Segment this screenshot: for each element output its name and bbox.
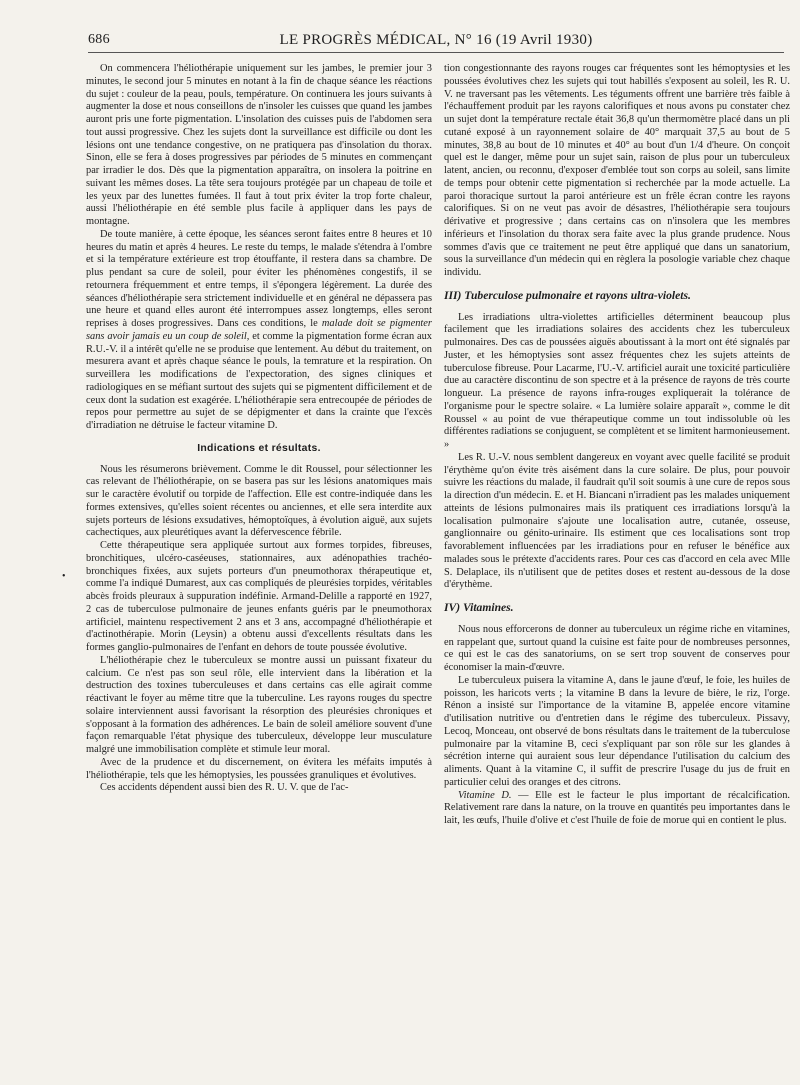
paragraph: Ces accidents dépendent aussi bien des R. U. V. que de l'ac- [100,782,349,794]
left-column [86,63,432,795]
paragraph: Nous nous efforcerons de donner au tuberculeux un régime riche en vitamines, en rappelant que, surtout quand la cuisine est faite pour de nombreuses personnes, ce qui est le cas des sanatoriums, on se sert trop souvent de conserves pour économiser la main-d'œuvre. [444,623,790,673]
paragraph: On commencera l'héliothérapie uniquement sur les jambes, le premier jour 3 minutes, le second jour 5 minutes en notant à la fin de chaque séance les réactions du sujet : couleur de la peau, pouls, température. On continuera les jours suivants à augmenter la dose et nous conseillons de n'insoler les cuisses que quand les jambes auront pris une forte pigmentation. L'insolation des cuisses puis de l'abdomen sera tout aussi progressive. Chez les sujets dont la surveillance est difficile ou dont les lésions ont une tendance congestive, on ne pratiquera pas d'insolation du thorax. Sinon, elle se fera à doses progressives par périodes de 5 minutes en commençant par irradier le dos. Dès que la pigmentation apparaîtra, on insolera la poitrine en suivant les mêmes doses. La tête sera toujours protégée par un chapeau de toile et les yeux par des lunettes fumées. Il faut à tout prix éviter la trop forte chaleur, aussi l'héliothérapie en été semble plus facile à appliquer dans les pays de montagne. [86,63,432,227]
paragraph: Cette thérapeutique sera appliquée surtout aux formes torpides, fibreuses, bronchitiques, ulcéro-caséeuses, stationnaires, aux adénopathies trachéo-bronchiques fixées, aux sujets porteurs d'un pneumothorax thérapeutique et, comme l'a indiqué Dumarest, aux cas compliqués de pleurésies torpides, véritables abcès froids pleuraux à suppuration indéfinie. Armand-Delille a rapporté en 1927, 2 cas de tuberculose pulmonaire de jeunes enfants guéris par le pneumothorax artificiel, maintenu respectivement 2 ans et 3 ans, accompagné d'héliothérapie et d'actinothérapie. Morin (Leysin) a obtenu aussi d'excellents résultats dans les formes ganglio-pulmonaires de l'enfant en dehors de toute poussée évolutive. [86,540,432,653]
paragraph [86,229,432,433]
paragraph: Avec de la prudence et du discernement, on évitera les méfaits imputés à l'héliothérapie, tels que les hémoptysies, les poussées granuliques et évolutives. [86,756,432,781]
running-title: LE PROGRÈS MÉDICAL, N° 16 (19 Avril 1930) [279,32,593,48]
paragraph: Les R. U.-V. nous semblent dangereux en voyant avec quelle facilité se produit l'érythème qu'on évite très aisément dans la cure solaire. De plus, pour pouvoir suivre les réactions du malade, il faudrait qu'il soit soumis à une cure de repos sous la direction d'un médecin. E. et H. Biancani n'irradient pas les malades uniquement atteints de lésions pulmonaires mais ils pratiquent ces irradiations lorsqu'à la localisation pulmonaire s'ajoute une localisation autre, cutanée, osseuse, ganglionnaire ou génito-urinaire. Ils estiment que ces localisations sont trop favorablement influencées par les irradiations pour en refuser le bénéfice aux malades sous le prétexte d'accidents rares. Pour ces cas d'accord en cela avec Mlle S. Delaplace, ils n'utilisent que de petites doses et restent au-dessous de la dose d'érythème. [444,451,790,591]
right-column [444,63,790,828]
paragraph: tion congestionnante des rayons rouges car fréquentes sont les hémoptysies et les poussées évolutives chez les sujets qui tout habillés s'exposent au soleil, les R. U. V. ne traversant pas les vêtements. Les téguments offrent une barrière très faible à l'échauffement produit par les rayons calorifiques et nous avons pu constater chez un sujet dont la température rectale était 36,8 qu'un thermomètre placé dans un pli cutané exposé à un rayonnement solaire de 40° marquait 37,5 au bout de 5 minutes, 38,8 au bout de 10 minutes et 40° au bout d'un 1/4 d'heure. On conçoit quel est le danger, même pour un sujet sain, raison de plus pour un tuberculeux latent, ancien, ou reconnu, d'exposer d'emblée tout son corps au soleil, sans limite de temps pour obtenir cette pigmentation si recherchée par la mode actuelle. La paroi thoracique surtout la paroi antérieure est un frêle écran contre les rayons calorifiques. Si on ne veut pas avoir de désastres, l'héliothérapie sera toujours dérivative et progressive ; dans certains cas on n'insolera que les membres inférieurs et l'insolation du thorax sera faite avec la plus grande prudence. Nous sommes d'avis que ce traitement ne peut être appliqué que dans un sanatorium, sous la surveillance d'un médecin qui en règlera la posologie variable chez chaque individu. [444,63,790,278]
paragraph: Nous les résumerons brièvement. Comme le dit Roussel, pour sélectionner les cas relevant de l'héliothérapie, on se basera pas sur les lésions anatomiques mais sur le caractère évolutif ou torpide de l'affection. Elle est contre-indiquée dans les formes extensives, qu'elles soient récentes ou anciennes, et elle sera interdite aux sujets porteurs de lésions exsudatives, hémoptoïques, à évolution aiguë, aux sujets cachectiques, aux pleurétiques avant la défervescence fébrile. [86,463,432,539]
margin-bullet: • [62,571,66,582]
paragraph: Les irradiations ultra-violettes artificielles déterminent beaucoup plus facilement que les irradiations solaires des accidents chez les tuberculeux pulmonaires. Des cas de poussées aiguës aboutissant à la mort ont été signalés par Juster, et les hémoptysies sont assez fréquentes chez les sujets atteints de tuberculose fibreuse. Pour Lacarme, l'U.-V. artificiel aurait une toxicité particulière due au caractère discontinu de son spectre et à la présence de rayons de très courte longueur. La présence de rayons infra-rouges expliquerait la tolérance de l'organisme pour le spectre solaire. « La lumière solaire apparaît », comme le dit Roussel « au point de vue thérapeutique comme un tout indissoluble où les différentes radiations se conjuguent, se complètent et se limitent harmonieusement. » [444,311,790,450]
paragraph [444,790,790,828]
text-run: — Elle est le facteur le plus important de récalcification. Relativement rare dans la nature, on la trouve en quantités peu importantes dans le lait, les œufs, l'huile d'olive et c'est l'huile de foie de morue qui en contient le plus. [444,789,790,826]
text-run: et comme la pigmentation forme écran aux R.U.-V. il a intérêt qu'elle ne se produise que lentement. Au début du traitement, on mesurera avant et après chaque séance le pouls, la temrature et la respiration. On surveillera les modifications de l'expectoration, des signes cliniques et radiologiques en se méfiant surtout des sujets qui se pigmentent difficilement et de ceux dont la sudation est exagérée. L'héliothérapie sera entrecoupée de périodes de repos pour permettre au sujet de se dépigmenter et dans la crainte que l'excès d'irradiation ne détruise le facteur vitamine D. [86,330,432,431]
paragraph: L'héliothérapie chez le tuberculeux se montre aussi un puissant fixateur du calcium. Ce n'est pas son seul rôle, elle intervient dans la libération et la destruction des toxines tuberculeuses et dans certains cas elle agirait comme réactivant le foyer au même titre que la tuberculine. Les rayons rouges du spectre solaire interviennent aussi favorisant la résorption des pleurésies chroniques et s'opposant à la formation des adhérences. Le bain de soleil améliore souvent d'une façon remarquable l'état physique des tuberculeux, développe leur musculature malgré une immobilisation complète et stimule leur moral. [86,654,432,755]
section-heading: III) Tuberculose pulmonaire et rayons ultra-violets. [444,288,691,302]
paragraph: Le tuberculeux puisera la vitamine A, dans le jaune d'œuf, le foie, les huiles de poisson, les haricots verts ; la vitamine B dans la levure de bière, le riz, l'orge. Rénon a insisté sur l'importance de la vitamine B, appelée encore vitamine d'utilisation nutritive ou d'entretien dans le régime des tuberculeux. Pissavy, Lecoq, Monceau, ont observé de bons résultats dans le traitement de la tuberculose pulmonaire par la vitamine B, ceci s'expliquant par son rôle sur les glandes à sécrétion interne qui auraient sous leur dépendance l'utilisation du calcium des aliments. Quant à la vitamine C, il suffit de prescrire l'usage du jus de fruit en particulier celui des oranges et des citrons. [444,674,790,788]
page-number: 686 [88,32,110,47]
italic-text: Vitamine D. [458,789,512,801]
page-header [88,30,784,53]
section-heading: Indications et résultats. [197,442,321,454]
section-heading: IV) Vitamines. [444,601,514,614]
text-run: De toute manière, à cette époque, les séances seront faites entre 8 heures et 10 heures du matin et après 4 heures. Le reste du temps, le malade s'étendra à l'ombre et si la température extérieure est trop étouffante, il restera dans sa chambre. De plus pendant sa cure de soleil, pour éviter les phénomènes congestifs, il se retournera fréquemment et entre temps, il s'épongera légèrement. La durée des séances d'héliothérapie sera strictement individuelle et en général ne dépassera pas une heure et quand elles auront été interrompues assez longtemps, elles seront reprises à doses progressives. Dans ces conditions, le [86,228,432,329]
italic-text: malade doit se pigmenter sans avoir jamais eu un coup de soleil, [86,318,432,342]
